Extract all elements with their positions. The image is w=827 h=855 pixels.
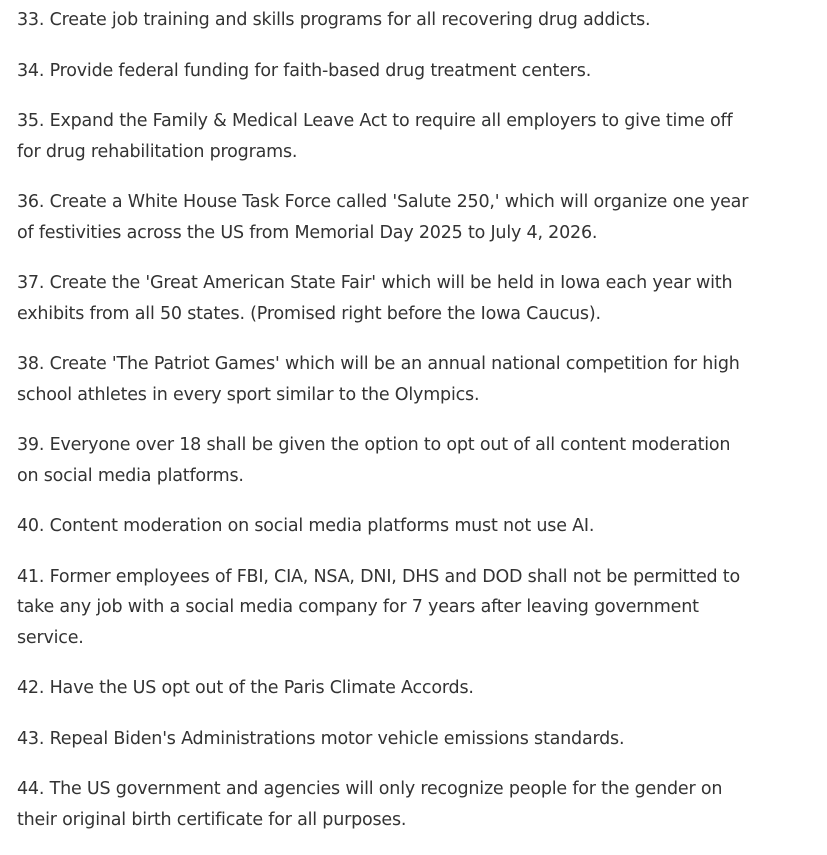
list-item-40: 40. Content moderation on social media platforms must not use AI. [17,516,595,536]
list-item-41: 41. Former employees of FBI, CIA, NSA, DNI, DHS and DOD shall not be permitted to take any job with a social media company for 7 years after leaving government service. [17,566,740,648]
list-item-37: 37. Create the 'Great American State Fair' which will be held in Iowa each year with exhibits from all 50 states. (Promised right before the Iowa Caucus). [17,273,733,324]
list-item-33: 33. Create job training and skills programs for all recovering drug addicts. [17,10,651,30]
list-item-43: 43. Repeal Biden's Administrations motor vehicle emissions standards. [17,728,625,749]
document-body [17,5,757,855]
list-item-42: 42. Have the US opt out of the Paris Climate Accords. [17,678,474,698]
list-item-34: 34. Provide federal funding for faith-based drug treatment centers. [17,60,592,81]
list-item-38: 38. Create 'The Patriot Games' which will be an annual national competition for high school athletes in every sport similar to the Olympics. [17,354,740,405]
list-item-39: 39. Everyone over 18 shall be given the option to opt out of all content moderation on social media platforms. [17,435,731,486]
list-item-35: 35. Expand the Family & Medical Leave Act to require all employers to give time off for drug rehabilitation programs. [17,111,733,162]
list-item-44: 44. The US government and agencies will only recognize people for the gender on their original birth certificate for all purposes. [17,779,723,830]
list-item-36: 36. Create a White House Task Force called 'Salute 250,' which will organize one year of festivities across the US from Memorial Day 2025 to July 4, 2026. [17,192,749,243]
